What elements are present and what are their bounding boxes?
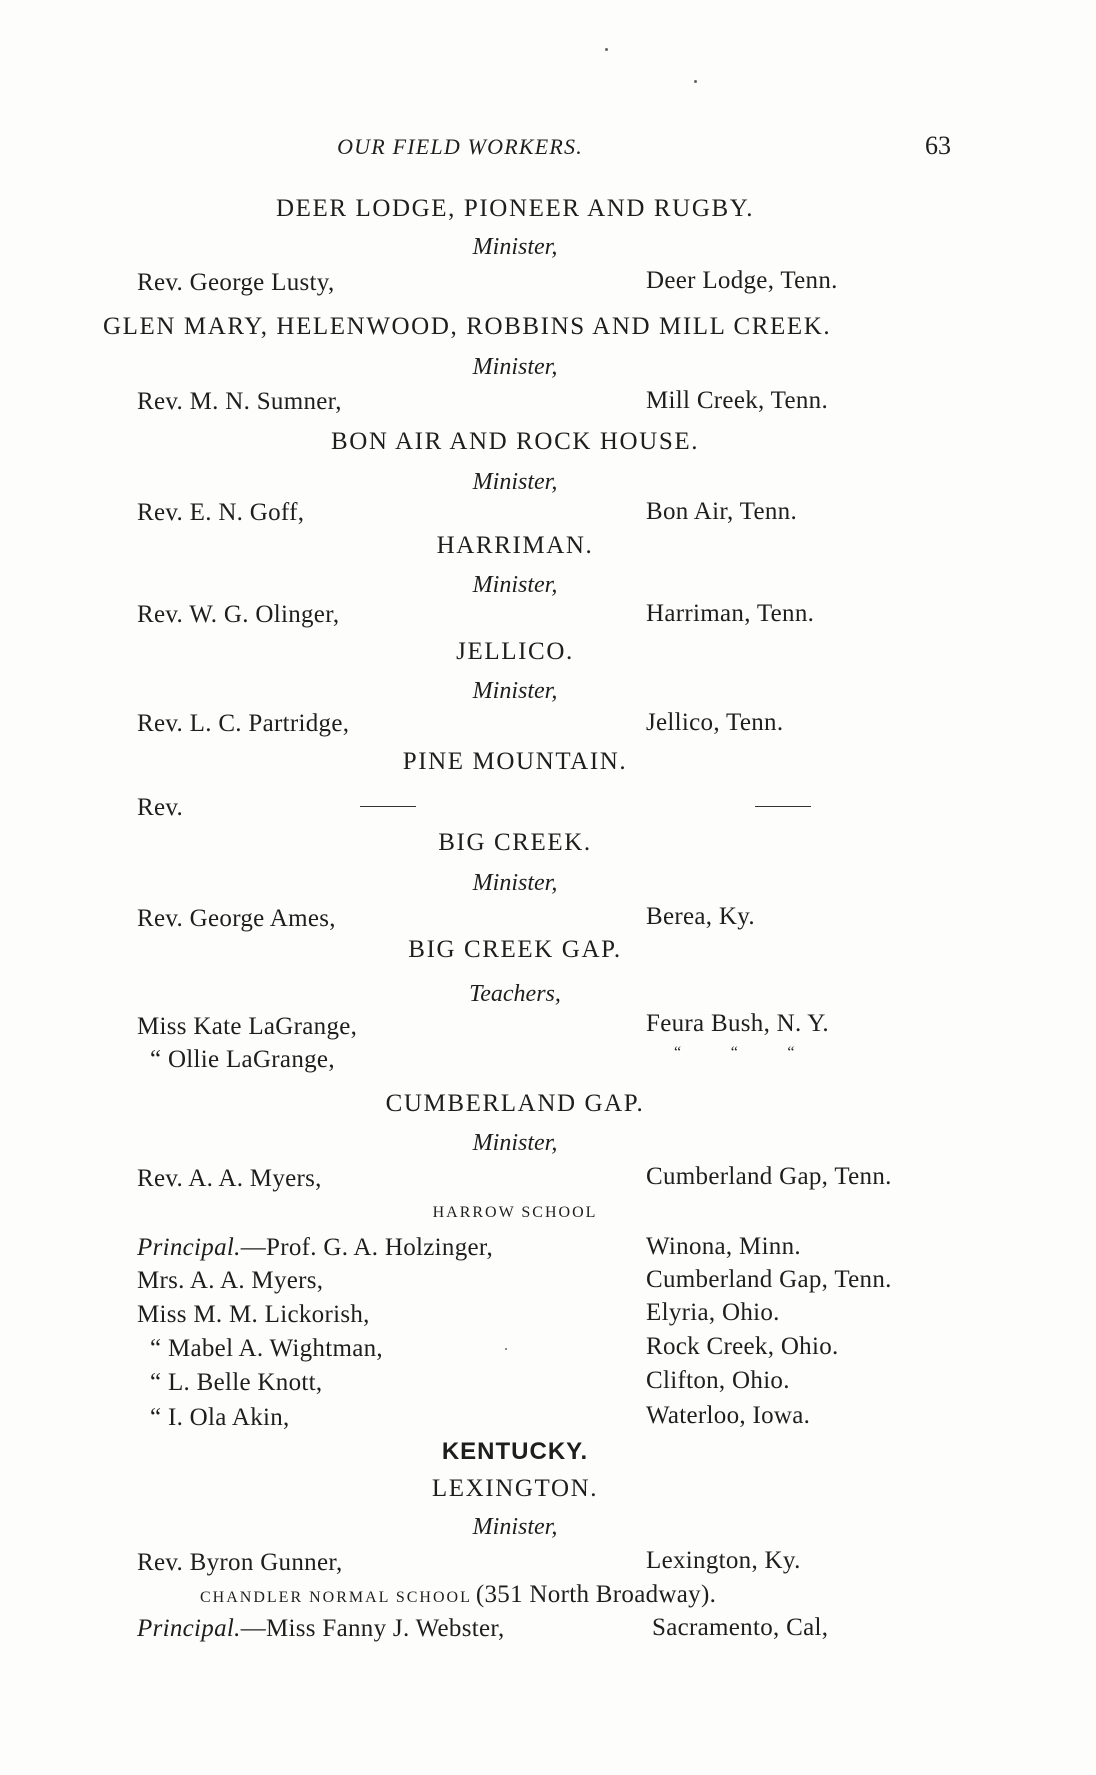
staff-location: Elyria, Ohio.: [646, 1299, 780, 1326]
section-heading: CUMBERLAND GAP.: [385, 1090, 645, 1117]
role-label: Minister,: [472, 469, 558, 495]
staff-location: Clifton, Ohio.: [646, 1367, 790, 1394]
staff-location: Sacramento, Cal,: [652, 1614, 829, 1641]
role-label: Minister,: [472, 678, 558, 704]
school-name: CHANDLER NORMAL SCHOOL: [200, 1589, 472, 1606]
person-location: Feura Bush, N. Y.: [646, 1010, 829, 1037]
person-name: Rev. Byron Gunner,: [137, 1549, 343, 1576]
person-location: Bon Air, Tenn.: [646, 498, 797, 525]
staff-name: Miss M. M. Lickorish,: [137, 1301, 370, 1328]
section-heading: HARRIMAN.: [436, 532, 594, 559]
role-label: Minister,: [472, 1514, 558, 1540]
person-location: Cumberland Gap, Tenn.: [646, 1163, 892, 1190]
person-name: Rev. W. G. Olinger,: [137, 601, 340, 628]
section-heading: BIG CREEK.: [438, 829, 592, 856]
section-heading: DEER LODGE, PIONEER AND RUGBY.: [275, 195, 755, 222]
staff-location: Rock Creek, Ohio.: [646, 1333, 839, 1360]
staff-name: Mrs. A. A. Myers,: [137, 1267, 324, 1294]
role-label: Teachers,: [469, 981, 561, 1007]
person-name: Rev. A. A. Myers,: [137, 1165, 322, 1192]
blank-location-rule: [755, 806, 811, 807]
role-label: Minister,: [472, 354, 558, 380]
section-heading: JELLICO.: [456, 638, 574, 665]
school-address: (351 North Broadway).: [475, 1581, 717, 1608]
section-heading: BIG CREEK GAP.: [408, 936, 622, 963]
staff-name: “ Mabel A. Wightman,: [150, 1335, 383, 1362]
section-heading: GLEN MARY, HELENWOOD, ROBBINS AND MILL CREEK.: [103, 313, 832, 340]
role-prefix: Principal.: [137, 1615, 241, 1642]
role-label: Minister,: [472, 572, 558, 598]
section-heading: BON AIR AND ROCK HOUSE.: [330, 428, 700, 455]
blank-name-rule: [360, 806, 416, 807]
person-location: Lexington, Ky.: [646, 1547, 801, 1574]
staff-name: Principal.—Prof. G. A. Holzinger,: [137, 1234, 494, 1261]
scan-speck: [505, 1348, 507, 1350]
person-location: Deer Lodge, Tenn.: [646, 267, 838, 294]
school-line: [200, 1580, 716, 1613]
state-heading: KENTUCKY.: [441, 1438, 589, 1465]
person-name: Rev. George Ames,: [137, 905, 336, 932]
staff-location: Winona, Minn.: [646, 1233, 801, 1260]
person-name: Miss Kate LaGrange,: [137, 1013, 358, 1040]
person-location: Harriman, Tenn.: [646, 600, 815, 627]
running-title: OUR FIELD WORKERS.: [337, 134, 583, 159]
staff-location: Waterloo, Iowa.: [646, 1402, 811, 1429]
person-name: Rev. M. N. Sumner,: [137, 388, 342, 415]
person-name: Rev.: [137, 794, 184, 821]
person-name: Rev. L. C. Partridge,: [137, 710, 350, 737]
staff-name: Principal.—Miss Fanny J. Webster,: [137, 1615, 505, 1642]
person-name: Rev. E. N. Goff,: [137, 499, 305, 526]
ditto-marks: “ “ “: [674, 1044, 795, 1061]
person-location: Berea, Ky.: [646, 903, 755, 930]
school-heading: HARROW SCHOOL: [432, 1204, 598, 1221]
scan-speck: [694, 80, 697, 83]
role-label: Minister,: [472, 1130, 558, 1156]
person-name: “ Ollie LaGrange,: [150, 1046, 335, 1073]
scan-speck: [605, 48, 608, 51]
role-label: Minister,: [472, 870, 558, 896]
person-name: Rev. George Lusty,: [137, 269, 335, 296]
role-label: Minister,: [472, 234, 558, 260]
staff-name: “ L. Belle Knott,: [150, 1369, 323, 1396]
role-prefix: Principal.: [137, 1234, 241, 1261]
section-heading: LEXINGTON.: [431, 1475, 599, 1502]
person-location: Jellico, Tenn.: [646, 709, 784, 736]
staff-location: Cumberland Gap, Tenn.: [646, 1266, 892, 1293]
page-number: 63: [925, 131, 951, 160]
person-location: Mill Creek, Tenn.: [646, 387, 829, 414]
section-heading: PINE MOUNTAIN.: [402, 748, 628, 775]
staff-name: “ I. Ola Akin,: [150, 1404, 290, 1431]
